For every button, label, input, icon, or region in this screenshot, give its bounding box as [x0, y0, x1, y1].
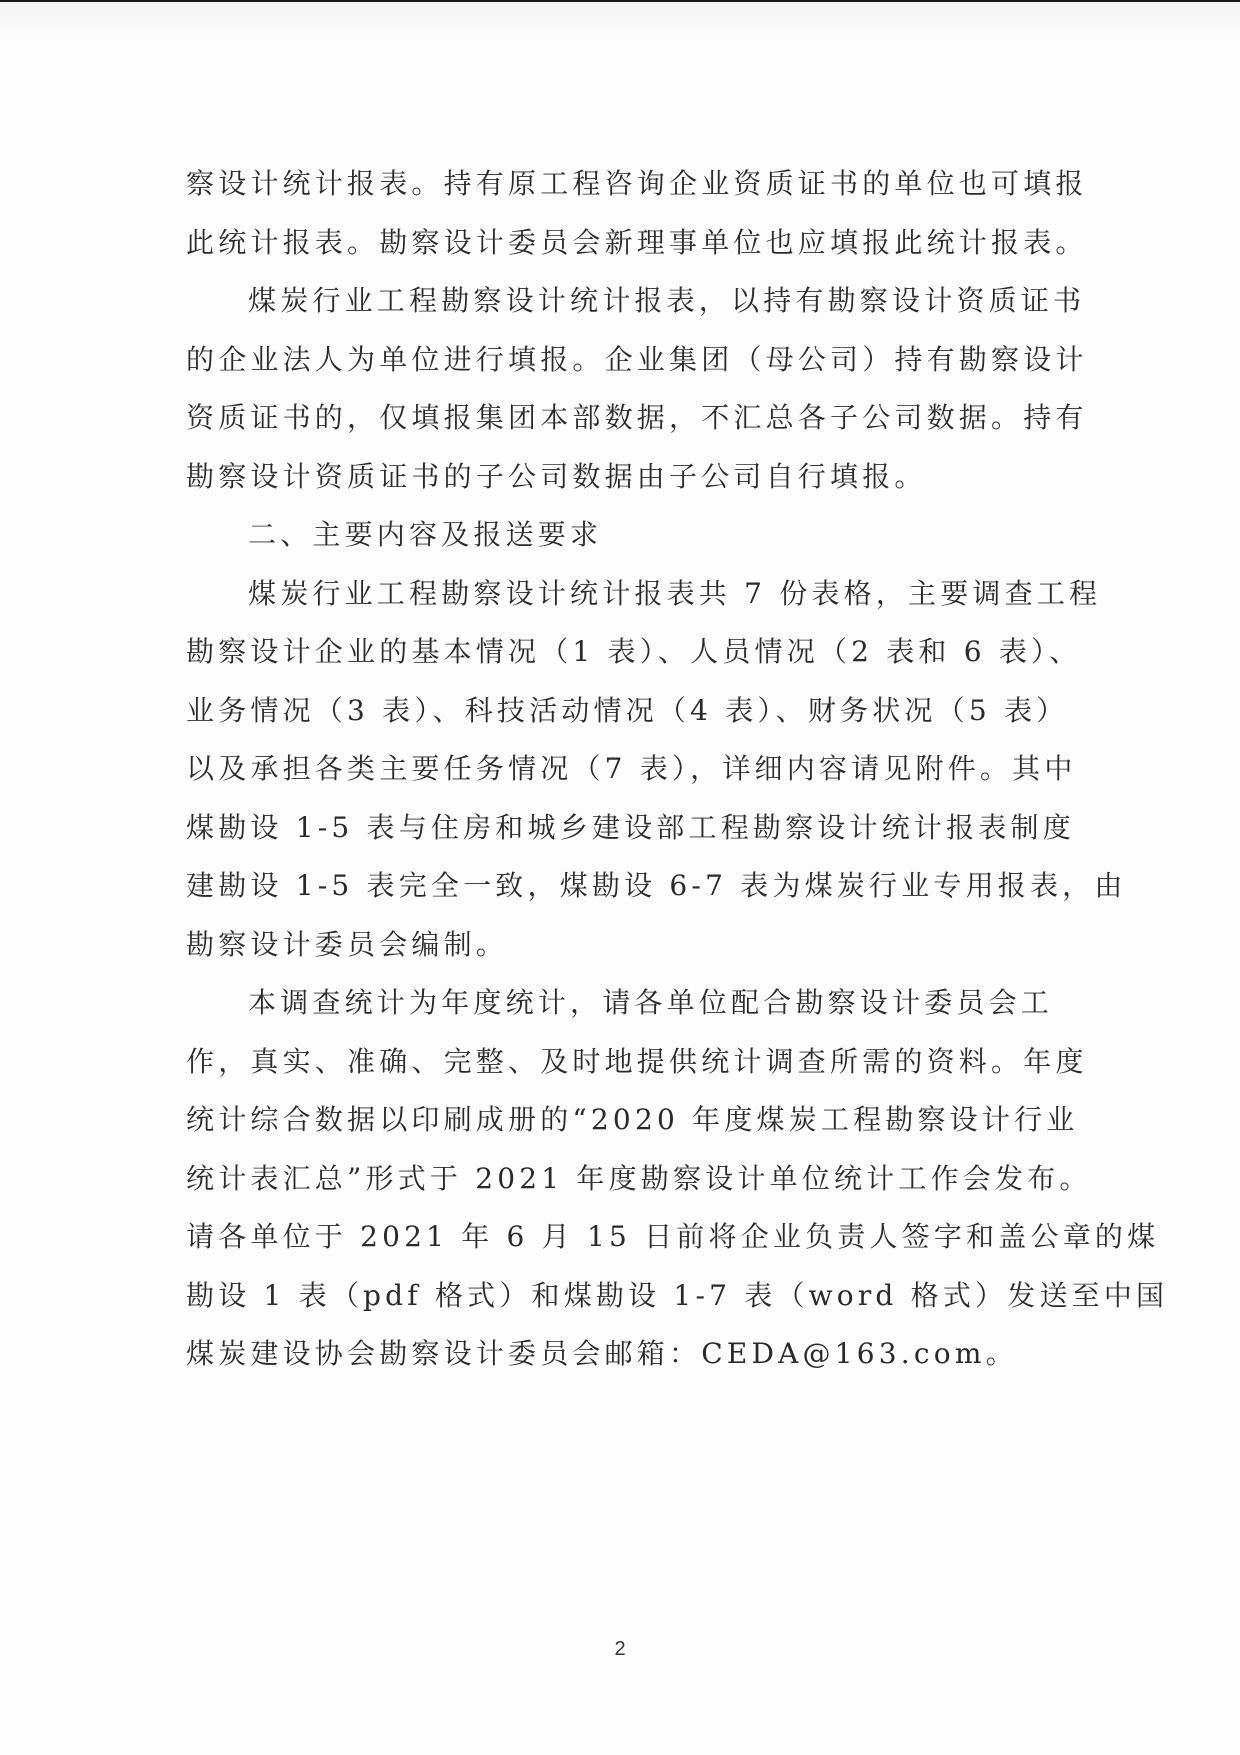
text-line: 建勘设 1-5 表完全一致，煤勘设 6-7 表为煤炭行业专用报表，由 — [186, 869, 1127, 902]
text-line: 煤炭行业工程勘察设计统计报表，以持有勘察设计资质证书 — [248, 284, 1086, 317]
page-number: 2 — [614, 1638, 626, 1660]
text-line: 作，真实、准确、完整、及时地提供统计调查所需的资料。年度 — [186, 1044, 1088, 1078]
text-line: 勘察设计企业的基本情况（1 表）、人员情况（2 表和 6 表）、 — [186, 635, 1082, 668]
text-line: 本调查统计为年度统计，请各单位配合勘察设计委员会工 — [248, 986, 1054, 1019]
text-line: 勘察设计委员会编制。 — [186, 927, 509, 961]
text-line: 请各单位于 2021 年 6 月 15 日前将企业负责人签字和盖公章的煤 — [186, 1220, 1160, 1253]
document-page — [186, 155, 1169, 1384]
text-line: 勘察设计资质证书的子公司数据由子公司自行填报。 — [186, 459, 927, 493]
section-title: 二、主要内容及报送要求 — [248, 518, 603, 551]
text-line: 此统计报表。勘察设计委员会新理事单位也应填报此统计报表。 — [186, 225, 1088, 259]
scan-background — [0, 2, 1240, 42]
text-line: 勘设 1 表（pdf 格式）和煤勘设 1-7 表（word 格式）发送至中国 — [186, 1278, 1169, 1312]
paragraph-submission-requirements — [186, 974, 1169, 1384]
text-line: 统计表汇总”形式于 2021 年度勘察设计单位统计工作会发布。 — [186, 1161, 1092, 1195]
text-line: 的企业法人为单位进行填报。企业集团（母公司）持有勘察设计 — [186, 342, 1088, 376]
text-line: 以及承担各类主要任务情况（7 表），详细内容请见附件。其中 — [186, 752, 1077, 785]
text-line: 煤勘设 1-5 表与住房和城乡建设部工程勘察设计统计报表制度 — [186, 810, 1075, 844]
paragraph-filing-scope — [186, 272, 1088, 506]
paragraph-main-content — [186, 565, 1127, 975]
text-line-with-email: 煤炭建设协会勘察设计委员会邮箱：CEDA@163.com。 — [186, 1337, 1018, 1370]
text-line: 统计综合数据以印刷成册的“2020 年度煤炭工程勘察设计行业 — [186, 1103, 1079, 1136]
text-line: 察设计统计报表。持有原工程咨询企业资质证书的单位也可填报 — [186, 167, 1088, 200]
text-line: 业务情况（3 表）、科技活动情况（4 表）、财务状况（5 表） — [186, 693, 1069, 727]
text-line: 资质证书的，仅填报集团本部数据，不汇总各子公司数据。持有 — [186, 401, 1088, 434]
text-line: 煤炭行业工程勘察设计统计报表共 7 份表格，主要调查工程 — [248, 576, 1102, 610]
section-heading — [186, 506, 1046, 565]
paragraph-continued — [186, 155, 1088, 272]
